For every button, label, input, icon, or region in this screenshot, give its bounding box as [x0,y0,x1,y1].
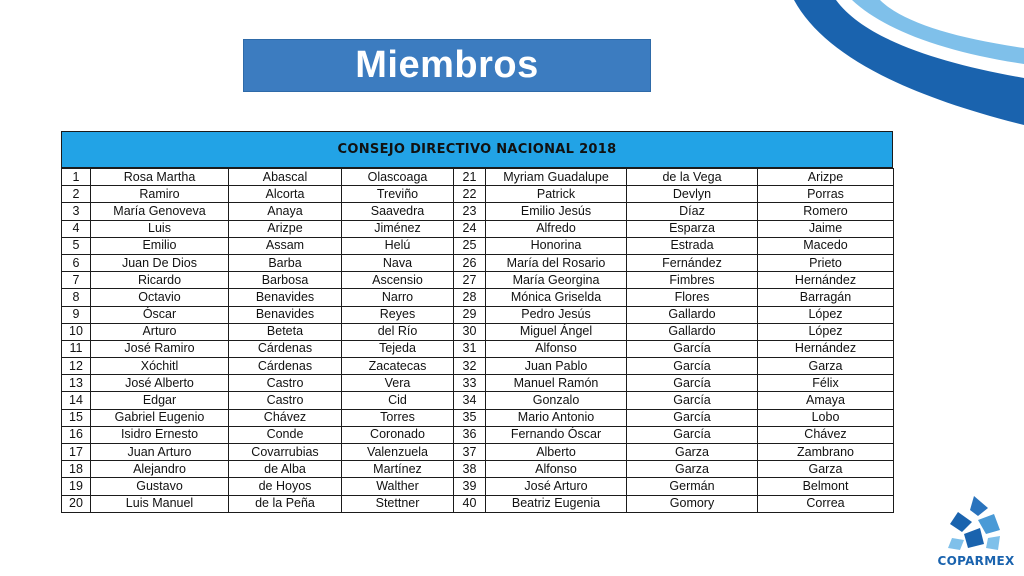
maternal-surname-cell: Olascoaga [342,169,454,186]
member-number-cell: 12 [62,358,91,375]
paternal-surname-cell: Castro [229,392,342,409]
member-number-cell: 4 [62,220,91,237]
member-number-cell: 32 [454,358,486,375]
paternal-surname-cell: Cárdenas [229,358,342,375]
first-name-cell: María Genoveva [91,203,229,220]
first-name-cell: Rosa Martha [91,169,229,186]
logo-wordmark: COPARMEX [937,554,1015,568]
first-name-cell: Gabriel Eugenio [91,409,229,426]
first-name-cell: María del Rosario [486,254,627,271]
table-row [62,323,894,340]
first-name-cell: Gonzalo [486,392,627,409]
maternal-surname-cell: Correa [758,495,894,512]
paternal-surname-cell: García [627,358,758,375]
paternal-surname-cell: García [627,340,758,357]
maternal-surname-cell: Romero [758,203,894,220]
member-number-cell: 1 [62,169,91,186]
first-name-cell: Alejandro [91,461,229,478]
first-name-cell: Ricardo [91,272,229,289]
member-number-cell: 34 [454,392,486,409]
maternal-surname-cell: Garza [758,461,894,478]
first-name-cell: Alfonso [486,340,627,357]
maternal-surname-cell: Ascensio [342,272,454,289]
first-name-cell: Edgar [91,392,229,409]
first-name-cell: José Ramiro [91,340,229,357]
paternal-surname-cell: de Hoyos [229,478,342,495]
first-name-cell: Manuel Ramón [486,375,627,392]
member-number-cell: 8 [62,289,91,306]
paternal-surname-cell: Anaya [229,203,342,220]
members-table-container [61,131,893,513]
table-row [62,169,894,186]
first-name-cell: Emilio Jesús [486,203,627,220]
member-number-cell: 24 [454,220,486,237]
paternal-surname-cell: de Alba [229,461,342,478]
maternal-surname-cell: Félix [758,375,894,392]
table-row [62,289,894,306]
first-name-cell: José Alberto [91,375,229,392]
first-name-cell: Pedro Jesús [486,306,627,323]
table-row [62,306,894,323]
paternal-surname-cell: Castro [229,375,342,392]
maternal-surname-cell: Zacatecas [342,358,454,375]
maternal-surname-cell: Barragán [758,289,894,306]
maternal-surname-cell: Amaya [758,392,894,409]
paternal-surname-cell: Devlyn [627,186,758,203]
member-number-cell: 3 [62,203,91,220]
member-number-cell: 10 [62,323,91,340]
table-row [62,358,894,375]
member-number-cell: 19 [62,478,91,495]
member-number-cell: 21 [454,169,486,186]
first-name-cell: Luis Manuel [91,495,229,512]
member-number-cell: 39 [454,478,486,495]
member-number-cell: 14 [62,392,91,409]
paternal-surname-cell: de la Vega [627,169,758,186]
corner-swoosh-decoration [784,0,1024,130]
maternal-surname-cell: Coronado [342,426,454,443]
maternal-surname-cell: Stettner [342,495,454,512]
first-name-cell: Beatriz Eugenia [486,495,627,512]
first-name-cell: Gustavo [91,478,229,495]
table-row [62,478,894,495]
first-name-cell: Ramiro [91,186,229,203]
paternal-surname-cell: García [627,392,758,409]
paternal-surname-cell: Abascal [229,169,342,186]
paternal-surname-cell: Barba [229,254,342,271]
member-number-cell: 17 [62,444,91,461]
paternal-surname-cell: García [627,375,758,392]
maternal-surname-cell: López [758,306,894,323]
maternal-surname-cell: Garza [758,358,894,375]
member-number-cell: 13 [62,375,91,392]
paternal-surname-cell: García [627,426,758,443]
member-number-cell: 25 [454,237,486,254]
table-row [62,444,894,461]
members-table [61,168,894,513]
member-number-cell: 38 [454,461,486,478]
member-number-cell: 2 [62,186,91,203]
table-row [62,340,894,357]
member-number-cell: 36 [454,426,486,443]
member-number-cell: 28 [454,289,486,306]
paternal-surname-cell: García [627,409,758,426]
paternal-surname-cell: Gomory [627,495,758,512]
member-number-cell: 7 [62,272,91,289]
first-name-cell: Honorina [486,237,627,254]
maternal-surname-cell: Cid [342,392,454,409]
member-number-cell: 35 [454,409,486,426]
paternal-surname-cell: Benavides [229,289,342,306]
first-name-cell: Fernando Óscar [486,426,627,443]
maternal-surname-cell: Zambrano [758,444,894,461]
page-title: Miembros [355,44,539,86]
table-row [62,237,894,254]
maternal-surname-cell: Valenzuela [342,444,454,461]
member-number-cell: 23 [454,203,486,220]
paternal-surname-cell: Chávez [229,409,342,426]
member-number-cell: 20 [62,495,91,512]
member-number-cell: 5 [62,237,91,254]
paternal-surname-cell: Fimbres [627,272,758,289]
paternal-surname-cell: Díaz [627,203,758,220]
member-number-cell: 27 [454,272,486,289]
maternal-surname-cell: Belmont [758,478,894,495]
first-name-cell: Óscar [91,306,229,323]
table-row [62,254,894,271]
coparmex-logo [930,494,1020,574]
first-name-cell: María Georgina [486,272,627,289]
member-number-cell: 37 [454,444,486,461]
table-row [62,495,894,512]
title-banner [243,39,651,92]
table-row [62,220,894,237]
table-row [62,375,894,392]
first-name-cell: Juan Pablo [486,358,627,375]
table-row [62,392,894,409]
member-number-cell: 15 [62,409,91,426]
first-name-cell: Juan De Dios [91,254,229,271]
paternal-surname-cell: Conde [229,426,342,443]
maternal-surname-cell: Porras [758,186,894,203]
paternal-surname-cell: Assam [229,237,342,254]
maternal-surname-cell: Nava [342,254,454,271]
paternal-surname-cell: Cárdenas [229,340,342,357]
maternal-surname-cell: López [758,323,894,340]
paternal-surname-cell: Alcorta [229,186,342,203]
first-name-cell: Emilio [91,237,229,254]
member-number-cell: 29 [454,306,486,323]
paternal-surname-cell: Benavides [229,306,342,323]
maternal-surname-cell: del Río [342,323,454,340]
first-name-cell: Myriam Guadalupe [486,169,627,186]
paternal-surname-cell: Gallardo [627,306,758,323]
member-number-cell: 22 [454,186,486,203]
maternal-surname-cell: Helú [342,237,454,254]
maternal-surname-cell: Walther [342,478,454,495]
table-row [62,186,894,203]
member-number-cell: 6 [62,254,91,271]
maternal-surname-cell: Chávez [758,426,894,443]
table-row [62,461,894,478]
maternal-surname-cell: Hernández [758,272,894,289]
member-number-cell: 33 [454,375,486,392]
table-row [62,203,894,220]
first-name-cell: Octavio [91,289,229,306]
paternal-surname-cell: Garza [627,461,758,478]
first-name-cell: Arturo [91,323,229,340]
member-number-cell: 40 [454,495,486,512]
first-name-cell: Alfonso [486,461,627,478]
maternal-surname-cell: Prieto [758,254,894,271]
first-name-cell: Mario Antonio [486,409,627,426]
maternal-surname-cell: Tejeda [342,340,454,357]
member-number-cell: 16 [62,426,91,443]
first-name-cell: Xóchitl [91,358,229,375]
first-name-cell: Patrick [486,186,627,203]
first-name-cell: Juan Arturo [91,444,229,461]
paternal-surname-cell: de la Peña [229,495,342,512]
first-name-cell: Isidro Ernesto [91,426,229,443]
paternal-surname-cell: Garza [627,444,758,461]
paternal-surname-cell: Estrada [627,237,758,254]
maternal-surname-cell: Macedo [758,237,894,254]
maternal-surname-cell: Torres [342,409,454,426]
paternal-surname-cell: Arizpe [229,220,342,237]
paternal-surname-cell: Germán [627,478,758,495]
paternal-surname-cell: Esparza [627,220,758,237]
maternal-surname-cell: Jiménez [342,220,454,237]
first-name-cell: Luis [91,220,229,237]
first-name-cell: José Arturo [486,478,627,495]
maternal-surname-cell: Arizpe [758,169,894,186]
member-number-cell: 31 [454,340,486,357]
maternal-surname-cell: Vera [342,375,454,392]
paternal-surname-cell: Gallardo [627,323,758,340]
maternal-surname-cell: Reyes [342,306,454,323]
maternal-surname-cell: Martínez [342,461,454,478]
table-row [62,426,894,443]
maternal-surname-cell: Saavedra [342,203,454,220]
maternal-surname-cell: Treviño [342,186,454,203]
first-name-cell: Mónica Griselda [486,289,627,306]
maternal-surname-cell: Narro [342,289,454,306]
member-number-cell: 9 [62,306,91,323]
table-row [62,409,894,426]
paternal-surname-cell: Barbosa [229,272,342,289]
table-title: CONSEJO DIRECTIVO NACIONAL 2018 [337,142,617,157]
paternal-surname-cell: Covarrubias [229,444,342,461]
first-name-cell: Alberto [486,444,627,461]
member-number-cell: 30 [454,323,486,340]
paternal-surname-cell: Fernández [627,254,758,271]
member-number-cell: 26 [454,254,486,271]
member-number-cell: 18 [62,461,91,478]
first-name-cell: Miguel Ángel [486,323,627,340]
paternal-surname-cell: Beteta [229,323,342,340]
table-header-band [61,131,893,168]
coparmex-emblem-icon [944,494,1004,552]
paternal-surname-cell: Flores [627,289,758,306]
maternal-surname-cell: Jaime [758,220,894,237]
maternal-surname-cell: Hernández [758,340,894,357]
first-name-cell: Alfredo [486,220,627,237]
maternal-surname-cell: Lobo [758,409,894,426]
table-row [62,272,894,289]
member-number-cell: 11 [62,340,91,357]
